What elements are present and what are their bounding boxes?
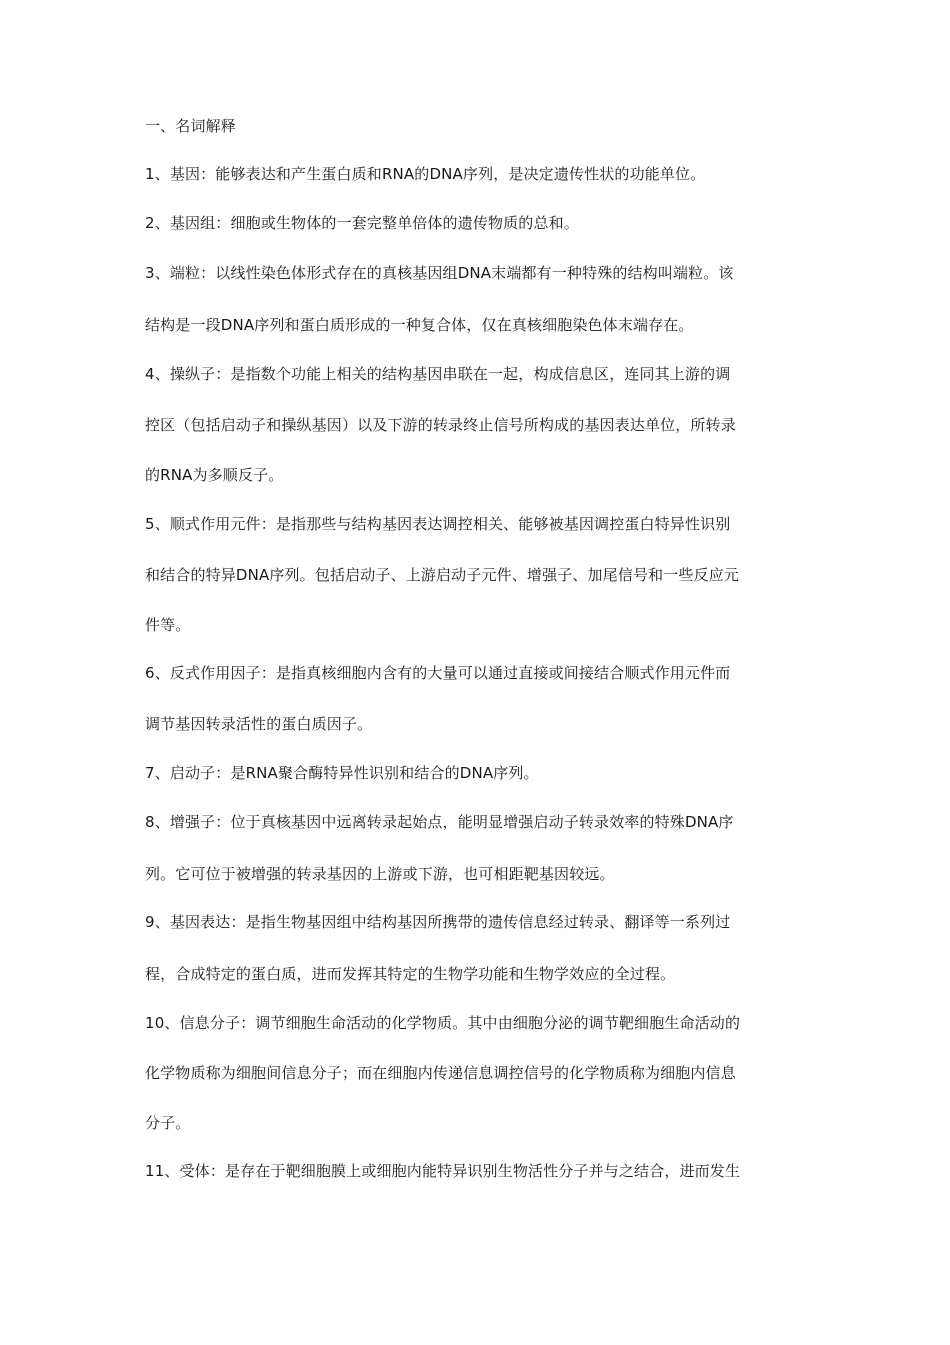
term-gene-line-1: 1、基因：能够表达和产生蛋白质和RNA的DNA序列，是决定遗传性状的功能单位。 bbox=[145, 165, 706, 183]
term-trans-factor-line-2: 调节基因转录活性的蛋白质因子。 bbox=[145, 715, 373, 733]
term-telomere-line-1: 3、端粒：以线性染色体形式存在的真核基因组DNA末端都有一种特殊的结构叫端粒。该 bbox=[145, 264, 734, 282]
term-cis-element-line-3: 件等。 bbox=[145, 616, 191, 634]
term-operon-line-2: 控区（包括启动子和操纵基因）以及下游的转录终止信号所构成的基因表达单位，所转录 bbox=[145, 416, 736, 434]
term-enhancer-line-1: 8、增强子：位于真核基因中远离转录起始点，能明显增强启动子转录效率的特殊DNA序 bbox=[145, 813, 734, 831]
term-promoter-line-1: 7、启动子：是RNA聚合酶特异性识别和结合的DNA序列。 bbox=[145, 764, 539, 782]
term-telomere-line-2: 结构是一段DNA序列和蛋白质形成的一种复合体，仅在真核细胞染色体末端存在。 bbox=[145, 316, 694, 334]
term-enhancer-line-2: 列。它可位于被增强的转录基因的上游或下游，也可相距靶基因较远。 bbox=[145, 865, 615, 883]
term-signal-molecule-line-2: 化学物质称为细胞间信息分子；而在细胞内传递信息调控信号的化学物质称为细胞内信息 bbox=[145, 1064, 736, 1082]
term-operon-line-1: 4、操纵子：是指数个功能上相关的结构基因串联在一起，构成信息区，连同其上游的调 bbox=[145, 365, 731, 383]
term-signal-molecule-line-3: 分子。 bbox=[145, 1114, 191, 1132]
term-operon-line-3: 的RNA为多顺反子。 bbox=[145, 466, 284, 484]
term-gene-expression-line-1: 9、基因表达：是指生物基因组中结构基因所携带的遗传信息经过转录、翻译等一系列过 bbox=[145, 913, 731, 931]
term-genome-line-1: 2、基因组：细胞或生物体的一套完整单倍体的遗传物质的总和。 bbox=[145, 214, 579, 232]
term-receptor-line-1: 11、受体：是存在于靶细胞膜上或细胞内能特异识别生物活性分子并与之结合，进而发生 bbox=[145, 1162, 741, 1180]
term-cis-element-line-1: 5、顺式作用元件：是指那些与结构基因表达调控相关、能够被基因调控蛋白特异性识别 bbox=[145, 515, 731, 533]
term-gene-expression-line-2: 程，合成特定的蛋白质，进而发挥其特定的生物学功能和生物学效应的全过程。 bbox=[145, 965, 676, 983]
term-signal-molecule-line-1: 10、信息分子：调节细胞生命活动的化学物质。其中由细胞分泌的调节靶细胞生命活动的 bbox=[145, 1014, 741, 1032]
section-heading: 一、名词解释 bbox=[145, 117, 236, 135]
term-trans-factor-line-1: 6、反式作用因子：是指真核细胞内含有的大量可以通过直接或间接结合顺式作用元件而 bbox=[145, 664, 731, 682]
term-cis-element-line-2: 和结合的特异DNA序列。包括启动子、上游启动子元件、增强子、加尾信号和一些反应元 bbox=[145, 566, 740, 584]
